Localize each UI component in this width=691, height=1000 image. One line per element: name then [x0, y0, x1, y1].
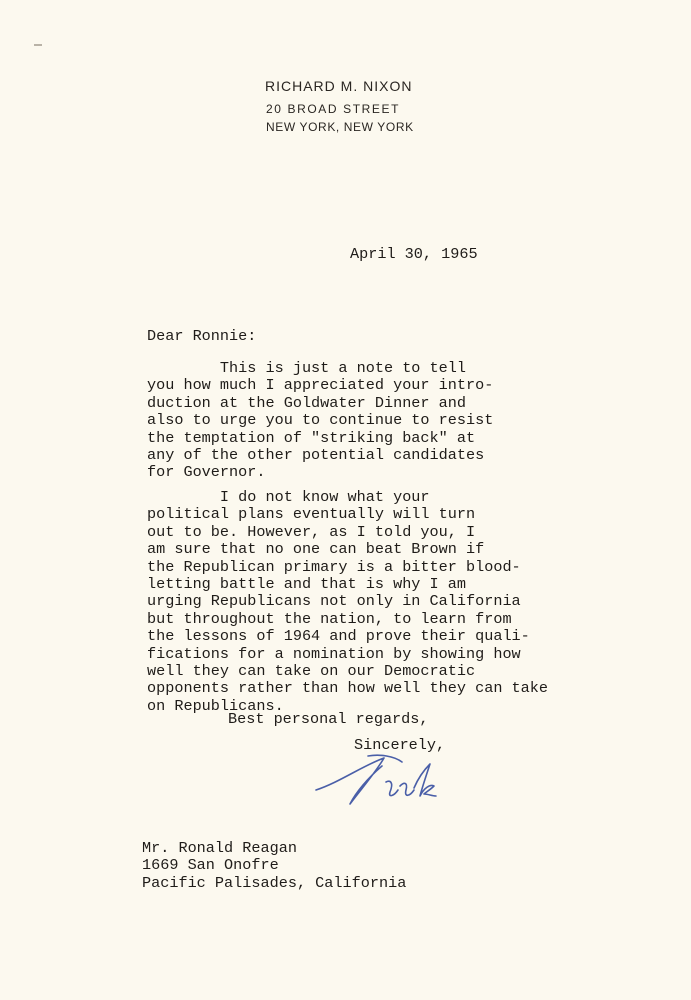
recipient-address — [142, 840, 406, 892]
letterhead-city: NEW YORK, NEW YORK — [266, 120, 414, 134]
paragraph-1-line: duction at the Goldwater Dinner and — [147, 393, 466, 412]
paragraph-2-line: but throughout the nation, to learn from — [147, 609, 512, 628]
recipient-address-line: Pacific Palisades, California — [142, 873, 407, 892]
paragraph-2-line: opponents rather than how well they can take — [147, 679, 549, 698]
paragraph-2 — [147, 489, 548, 715]
paragraph-2-line: political plans eventually will turn — [147, 505, 476, 524]
paragraph-2-line: am sure that no one can beat Brown if — [147, 540, 485, 559]
paragraph-2-line: on Republicans. — [147, 696, 284, 715]
paragraph-2-line: letting battle and that is why I am — [147, 575, 466, 594]
paragraph-2-line: fications for a nomination by showing how — [147, 644, 521, 663]
paper-mark — [34, 44, 42, 46]
paragraph-1-line: This is just a note to tell — [147, 359, 466, 377]
paragraph-1-line: any of the other potential candidates — [147, 446, 485, 465]
paragraph-2-line: well they can take on our Democratic — [147, 662, 476, 681]
salutation: Dear Ronnie: — [147, 327, 257, 345]
letterhead-name: RICHARD M. NIXON — [265, 78, 413, 94]
letterhead-street: 20 BROAD STREET — [266, 102, 401, 116]
signature — [310, 752, 440, 814]
closing: Best personal regards, — [228, 710, 429, 728]
paragraph-2-line: the Republican primary is a bitter blood- — [147, 557, 521, 576]
paragraph-1-line: the temptation of "striking back" at — [147, 428, 476, 447]
paragraph-2-line: out to be. However, as I told you, I — [147, 522, 476, 541]
paragraph-1-line: for Governor. — [147, 463, 266, 482]
paragraph-2-line: the lessons of 1964 and prove their quali- — [147, 627, 530, 646]
sign-off: Sincerely, — [354, 736, 446, 754]
letter-date: April 30, 1965 — [350, 245, 478, 263]
paragraph-1 — [147, 360, 493, 482]
paragraph-2-line: urging Republicans not only in California — [147, 592, 521, 611]
recipient-address-line: Mr. Ronald Reagan — [142, 839, 297, 857]
paragraph-1-line: you how much I appreciated your intro- — [147, 376, 494, 395]
paragraph-1-line: also to urge you to continue to resist — [147, 411, 494, 430]
recipient-address-line: 1669 San Onofre — [142, 856, 279, 875]
paragraph-2-line: I do not know what your — [147, 488, 430, 506]
